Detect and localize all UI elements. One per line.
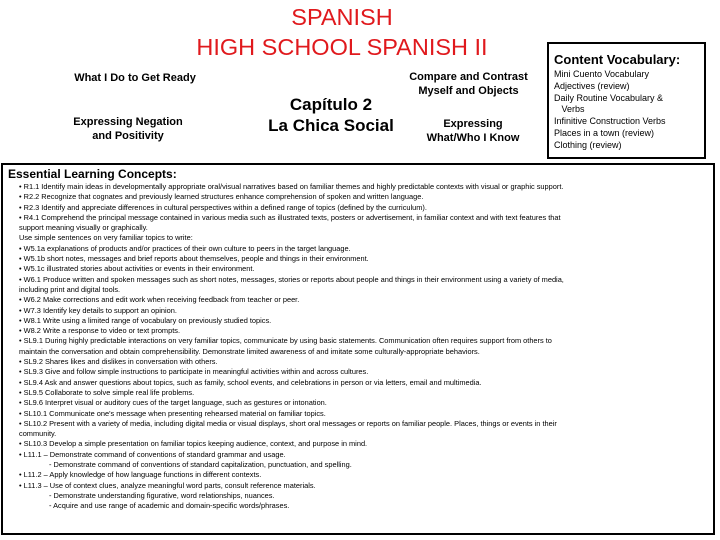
title-line-1: SPANISH <box>291 4 393 30</box>
express-line-2: What/Who I Know <box>426 132 520 144</box>
express-line-1: Expressing <box>443 118 503 130</box>
essential-line: • W5.1b short notes, messages and brief reports about themselves, people and things in their environment. <box>19 254 369 264</box>
expressing-label <box>408 117 538 145</box>
title-line-2: HIGH SCHOOL SPANISH II <box>196 34 488 60</box>
essential-line: • R4.1 Comprehend the principal message contained in various media such as illustrated texts, posters or advertisement, in familiar context and with text features that <box>19 212 561 222</box>
negation-line-1: Expressing Negation <box>73 116 183 128</box>
vocabulary-item: Infinitive Construction Verbs <box>554 116 666 127</box>
essential-line: • W7.3 Identify key details to support an opinion. <box>19 305 177 315</box>
essential-line: • W8.2 Write a response to video or text prompts. <box>19 326 181 336</box>
chapter-line-2: La Chica Social <box>268 116 394 135</box>
essential-line: • SL9.3 Give and follow simple instructions to participate in meaningful activities within and across cultures. <box>19 367 369 377</box>
essential-line: - Acquire and use range of academic and domain-specific words/phrases. <box>49 501 290 511</box>
essential-line: support meaning visually or graphically. <box>19 223 148 233</box>
essential-list <box>19 182 713 512</box>
content-vocabulary-box <box>547 42 706 159</box>
vocabulary-item: Daily Routine Vocabulary & <box>554 92 664 103</box>
essential-title: Essential Learning Concepts: <box>8 167 177 181</box>
essential-line: • L11.1 – Demonstrate command of conventions of standard grammar and usage. <box>19 449 286 459</box>
essential-line: • SL9.1 During highly predictable interactions on very familiar topics, communicate by using basic statements. Communication often requires support from others to <box>19 336 552 346</box>
essential-line: • W8.1 Write using a limited range of vocabulary on previously studied topics. <box>19 315 272 325</box>
what-i-do-label: What I Do to Get Ready <box>74 72 196 84</box>
essential-line: • W6.2 Make corrections and edit work when receiving feedback from teacher or peer. <box>19 295 300 305</box>
vocabulary-item: Places in a town (review) <box>554 127 655 138</box>
essential-line: • R2.2 Recognize that cognates and previously learned structures enhance comprehension of spoken and written language. <box>19 192 424 202</box>
vocabulary-item: Clothing (review) <box>554 139 622 150</box>
essential-line: - Demonstrate command of conventions of standard capitalization, punctuation, and spelling. <box>49 460 352 470</box>
vocabulary-title: Content Vocabulary: <box>554 52 681 67</box>
chapter-title <box>256 94 406 136</box>
essential-line: • R2.3 Identify and appreciate differences in cultural perspectives within a defined range of topics (defined by the curriculum). <box>19 202 427 212</box>
vocabulary-item: Adjectives (review) <box>554 80 630 91</box>
compare-line-2: Myself and Objects <box>418 85 519 97</box>
essential-line: • SL9.5 Collaborate to solve simple real life problems. <box>19 387 195 397</box>
essential-line: - Demonstrate understanding figurative, word relationships, nuances. <box>49 490 275 500</box>
essential-line: • SL10.3 Develop a simple presentation on familiar topics keeping audience, context, and purpose in mind. <box>19 439 368 449</box>
essential-line: maintain the conversation and obtain comprehensibility. Demonstrate limited awareness of and imitate some culturally-appropriate behaviors. <box>19 346 480 356</box>
essential-line: • SL10.2 Present with a variety of media, including digital media or visual displays, short oral messages or reports on familiar people. Places, things or events in their <box>19 418 557 428</box>
page-title <box>150 2 534 62</box>
vocabulary-list <box>554 69 702 152</box>
compare-contrast-label <box>396 70 541 98</box>
essential-line: including print and digital tools. <box>19 284 121 294</box>
essential-line: • R1.1 Identify main ideas in developmentally appropriate oral/visual narratives based on familiar themes and highly predictable contexts with visual or graphic support. <box>19 182 564 191</box>
essential-line: • SL9.2 Shares likes and dislikes in conversation with others. <box>19 357 218 367</box>
essential-line: • W5.1c illustrated stories about activities or events in their environment. <box>19 264 255 274</box>
vocabulary-item: Verbs <box>554 104 585 115</box>
essential-line: Use simple sentences on very familiar topics to write: <box>19 233 193 243</box>
essential-line: community. <box>19 429 57 439</box>
chapter-line-1: Capítulo 2 <box>289 95 373 114</box>
compare-line-1: Compare and Contrast <box>409 71 528 83</box>
negation-line-2: and Positivity <box>92 130 164 142</box>
essential-line: • SL9.6 Interpret visual or auditory cues of the target language, such as gestures or intonation. <box>19 398 327 408</box>
essential-line: • L11.2 – Apply knowledge of how language functions in different contexts. <box>19 470 262 480</box>
essential-line: • L11.3 – Use of context clues, analyze meaningful word parts, consult reference materials. <box>19 480 316 490</box>
essential-line: • SL10.1 Communicate one's message when presenting rehearsed material on familiar topics. <box>19 408 326 418</box>
vocabulary-item: Mini Cuento Vocabulary <box>554 69 650 79</box>
essential-learning-box <box>1 163 715 535</box>
negation-label <box>58 115 198 143</box>
essential-line: • W6.1 Produce written and spoken messages such as short notes, messages, stories or reports about people and things in their environment using a variety of media, <box>19 274 564 284</box>
essential-line: • W5.1a explanations of products and/or practices of their own culture to peers in the target language. <box>19 243 351 253</box>
essential-line: • SL9.4 Ask and answer questions about topics, such as family, school events, and celebrations in person or via letters, email and multimedia. <box>19 377 482 387</box>
